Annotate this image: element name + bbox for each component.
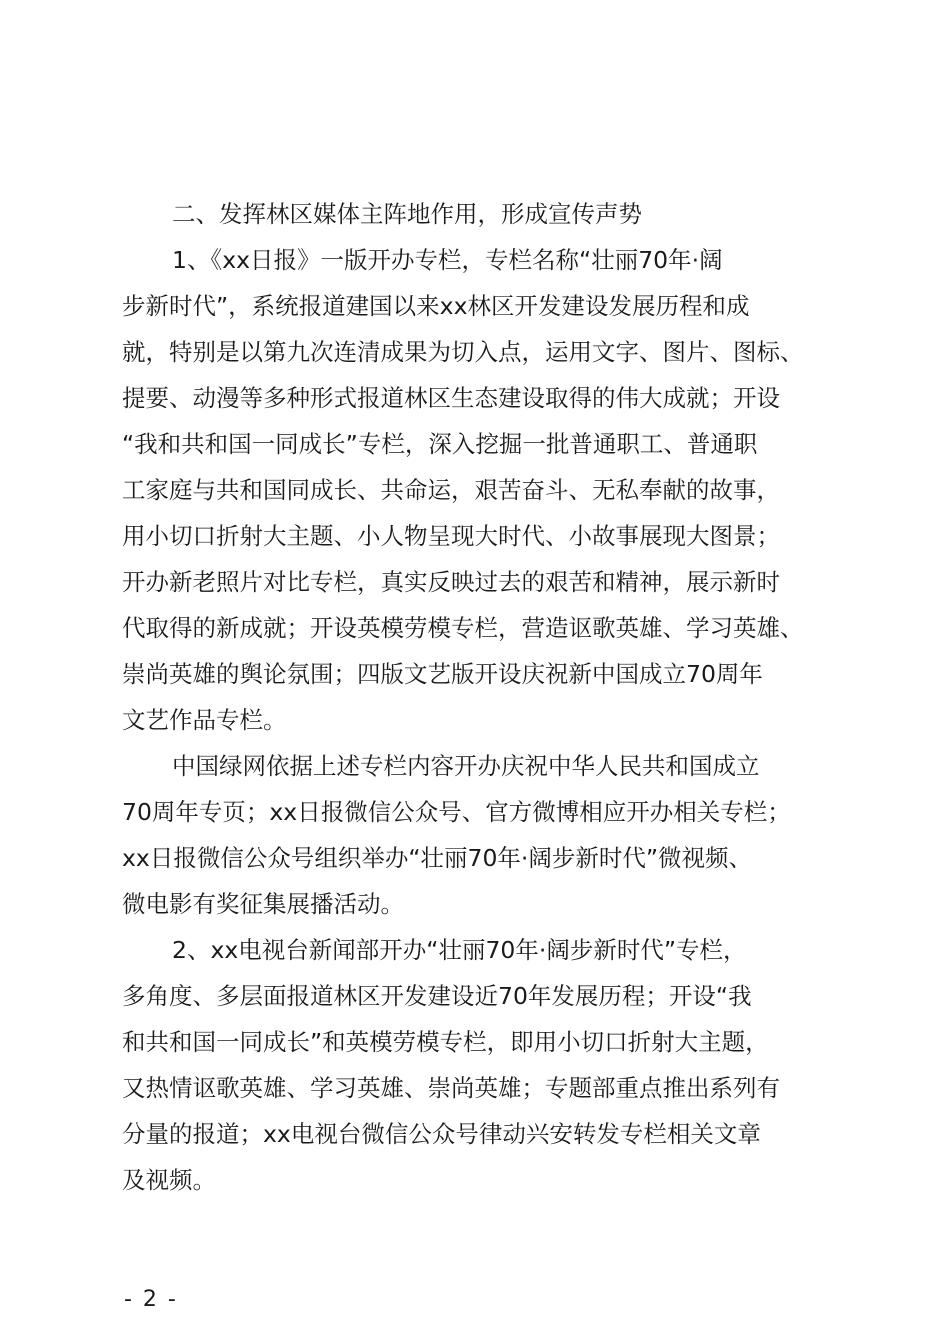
paragraph-2-line-4: 微电影有奖征集展播活动。 [122, 890, 404, 918]
paragraph-1-line-5: “我和共和国一同成长”专栏，深入挖掘一批普通职工、普通职 [122, 430, 758, 458]
section-heading: 二、发挥林区媒体主阵地作用，形成宣传声势 [172, 200, 642, 228]
paragraph-1-line-8: 开办新老照片对比专栏，真实反映过去的艰苦和精神，展示新时 [122, 568, 780, 596]
paragraph-1-line-4: 提要、动漫等多种形式报道林区生态建设取得的伟大成就；开设 [122, 384, 780, 412]
paragraph-3-line-4: 又热情讴歌英雄、学习英雄、崇尚英雄；专题部重点推出系列有 [122, 1074, 780, 1102]
paragraph-1-line-6: 工家庭与共和国同成长、共命运，艰苦奋斗、无私奉献的故事， [122, 476, 780, 504]
paragraph-3-line-6: 及视频。 [122, 1166, 216, 1194]
paragraph-2-line-3: xx日报微信公众号组织举办“壮丽70年·阔步新时代”微视频、 [122, 844, 753, 872]
paragraph-1-line-1: 1、《xx日报》一版开办专栏，专栏名称“壮丽70年·阔 [172, 246, 723, 274]
paragraph-3-line-3: 和共和国一同成长”和英模劳模专栏，即用小切口折射大主题， [122, 1028, 769, 1056]
paragraph-2-line-1: 中国绿网依据上述专栏内容开办庆祝中华人民共和国成立 [172, 752, 760, 780]
paragraph-1-line-3: 就，特别是以第九次连清成果为切入点，运用文字、图片、图标、 [122, 338, 804, 366]
paragraph-3-line-5: 分量的报道；xx电视台微信公众号律动兴安转发专栏相关文章 [122, 1120, 761, 1148]
paragraph-3-line-2: 多角度、多层面报道林区开发建设近70年发展历程；开设“我 [122, 982, 752, 1010]
paragraph-3-line-1: 2、xx电视台新闻部开办“壮丽70年·阔步新时代”专栏， [172, 936, 747, 964]
paragraph-2-line-2: 70周年专页；xx日报微信公众号、官方微博相应开办相关专栏； [122, 798, 791, 826]
page-number: - 2 - [124, 1287, 178, 1312]
paragraph-1-line-11: 文艺作品专栏。 [122, 706, 287, 734]
paragraph-1-line-7: 用小切口折射大主题、小人物呈现大时代、小故事展现大图景； [122, 522, 780, 550]
paragraph-1-line-2: 步新时代”，系统报道建国以来xx林区开发建设发展历程和成 [122, 292, 750, 320]
paragraph-1-line-10: 崇尚英雄的舆论氛围；四版文艺版开设庆祝新中国成立70周年 [122, 660, 763, 688]
paragraph-1-line-9: 代取得的新成就；开设英模劳模专栏，营造讴歌英雄、学习英雄、 [122, 614, 804, 642]
